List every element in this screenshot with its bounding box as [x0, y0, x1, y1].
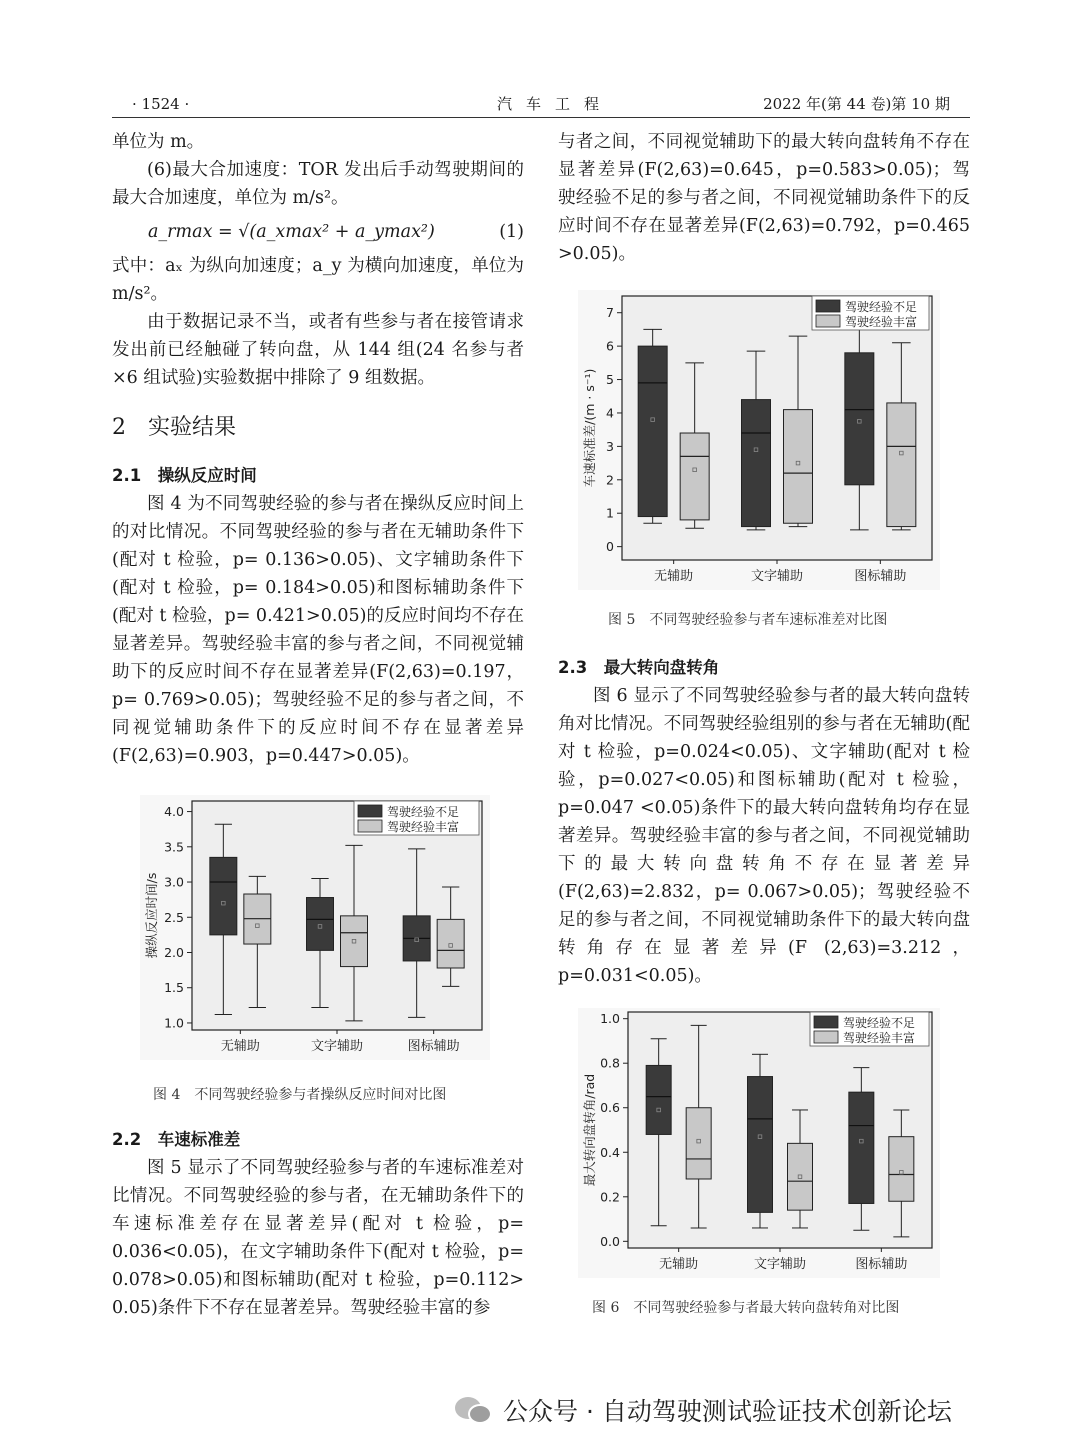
- paragraph: 与者之间，不同视觉辅助下的最大转向盘转角不存在显著差异(F(2,63)=0.645，p=0.583>0.05)；驾驶经验不足的参与者之间，不同视觉辅助条件下的反应时间不存在显著差异(F(2,63)=0.792，p=0.465 >0.05)。: [558, 132, 970, 264]
- fig6-svg: [578, 1008, 940, 1278]
- figure-6-chart: [578, 1008, 940, 1278]
- page-number: · 1524 ·: [132, 95, 190, 113]
- x-tick-label: 无辅助: [220, 1039, 260, 1054]
- figure-4-caption: 图 4 不同驾驶经验参与者操纵反应时间对比图: [153, 1087, 447, 1103]
- novice-box: [638, 346, 667, 516]
- legend: [810, 1012, 929, 1046]
- expert-box: [680, 433, 709, 520]
- subsection-title: 2.1 操纵反应时间: [112, 466, 257, 485]
- right-column-continued: [558, 654, 970, 990]
- legend-label: 驾驶经验不足: [387, 805, 460, 819]
- expert-box: [788, 1143, 813, 1210]
- legend-label: 驾驶经验丰富: [843, 1031, 916, 1045]
- x-tick-label: 文字辅助: [750, 569, 804, 584]
- y-tick-label: 3.5: [164, 839, 184, 855]
- plot-area: [622, 296, 932, 560]
- y-tick-label: 0: [606, 539, 614, 555]
- expert-box: [889, 1137, 914, 1202]
- x-tick-label: 无辅助: [659, 1257, 699, 1272]
- fig4-svg: [140, 795, 490, 1060]
- novice-box: [849, 1092, 874, 1203]
- y-tick-label: 1: [606, 505, 614, 521]
- legend-swatch: [358, 805, 382, 817]
- x-tick-label: 文字辅助: [753, 1257, 807, 1272]
- legend-swatch: [816, 315, 840, 327]
- x-tick-label: 图标辅助: [407, 1039, 460, 1054]
- left-column-continued: [112, 1126, 524, 1322]
- legend-label: 驾驶经验不足: [843, 1016, 916, 1030]
- y-tick-label: 2.0: [164, 944, 184, 960]
- paragraph: (6)最大合加速度：TOR 发出后手动驾驶期间的最大合加速度，单位为 m/s²。: [112, 160, 524, 208]
- figure-5-caption: 图 5 不同驾驶经验参与者车速标准差对比图: [608, 612, 888, 628]
- legend-label: 驾驶经验不足: [845, 300, 918, 314]
- subsection-title: 2.3 最大转向盘转角: [558, 658, 720, 677]
- y-tick-label: 5: [606, 372, 614, 388]
- y-tick-label: 0.2: [600, 1189, 620, 1205]
- equation-body: a_rmax = √(a_xmax² + a_ymax²): [148, 222, 435, 242]
- expert-box: [784, 410, 813, 524]
- legend: [354, 801, 479, 835]
- left-column: [112, 128, 524, 770]
- paragraph: 图 5 显示了不同驾驶经验参与者的车速标准差对比情况。不同驾驶经验的参与者，在无辅助条件下的车速标准差存在显著差异(配对 t 检验，p= 0.036<0.05)，在文字辅助条件下(配对 t 检验，p= 0.078>0.05)和图标辅助(配对 t 检验，p=0.112> 0.05)条件下不存在显著差异。驾驶经验丰富的参: [112, 1158, 524, 1318]
- legend-swatch: [358, 820, 382, 832]
- plot-area: [628, 1012, 932, 1248]
- figure-6-caption: 图 6 不同驾驶经验参与者最大转向盘转角对比图: [592, 1300, 900, 1316]
- novice-box: [307, 898, 334, 951]
- running-header: [112, 94, 970, 118]
- y-tick-label: 4.0: [164, 804, 184, 820]
- paragraph: 图 4 为不同驾驶经验的参与者在操纵反应时间上的对比情况。不同驾驶经验的参与者在无辅助条件下(配对 t 检验，p= 0.136>0.05)、文字辅助条件下(配对 t 检验，p= 0.184>0.05)和图标辅助条件下(配对 t 检验，p= 0.421>0.05)的反应时间均不存在显著差异。驾驶经验丰富的参与者之间，不同视觉辅助下的反应时间不存在显著差异(F(2,63)=0.197，p= 0.769>0.05)；驾驶经验不足的参与者之间，不同视觉辅助条件下的反应时间不存在显著差异(F(2,63)=0.903，p=0.447>0.05)。: [112, 494, 524, 766]
- y-tick-label: 0.4: [600, 1144, 620, 1160]
- y-tick-label: 2: [606, 472, 614, 488]
- expert-box: [686, 1108, 711, 1179]
- legend-label: 驾驶经验丰富: [387, 820, 460, 834]
- y-tick-label: 1.0: [164, 1015, 184, 1031]
- y-axis-label: 操纵反应时间/s: [144, 872, 159, 959]
- figure-5-chart: [578, 290, 940, 590]
- novice-box: [210, 857, 237, 935]
- x-tick-label: 图标辅助: [854, 569, 907, 584]
- x-tick-label: 图标辅助: [855, 1257, 908, 1272]
- y-tick-label: 0.6: [600, 1100, 620, 1116]
- y-tick-label: 0.8: [600, 1055, 620, 1071]
- y-tick-label: 7: [606, 305, 614, 321]
- novice-box: [646, 1065, 671, 1134]
- y-tick-label: 3: [606, 438, 614, 454]
- novice-box: [742, 400, 771, 527]
- equation-number: (1): [499, 222, 524, 242]
- figure-4-chart: [140, 795, 490, 1060]
- watermark-text: 公众号 · 自动驾驶测试验证技术创新论坛: [503, 1397, 952, 1426]
- right-column: [558, 128, 970, 268]
- issue-info: 2022 年(第 44 卷)第 10 期: [763, 95, 950, 113]
- wechat-watermark: [455, 1392, 952, 1428]
- paragraph: 单位为 m。: [112, 132, 205, 152]
- y-axis-label: 最大转向盘转角/rad: [582, 1073, 597, 1187]
- legend-swatch: [814, 1016, 838, 1028]
- y-tick-label: 1.0: [600, 1011, 620, 1027]
- novice-box: [845, 353, 874, 485]
- y-tick-label: 3.0: [164, 874, 184, 890]
- section-title: 2 实验结果: [112, 415, 236, 440]
- y-tick-label: 0.0: [600, 1233, 620, 1249]
- novice-box: [748, 1077, 773, 1213]
- wechat-icon: [455, 1395, 495, 1425]
- expert-box: [341, 916, 368, 967]
- fig5-svg: [578, 290, 940, 590]
- equation: [112, 212, 524, 252]
- subsection-title: 2.2 车速标准差: [112, 1130, 241, 1149]
- legend-swatch: [814, 1031, 838, 1043]
- x-tick-label: 文字辅助: [310, 1039, 364, 1054]
- paragraph: 式中：aₓ 为纵向加速度；a_y 为横向加速度，单位为 m/s²。: [112, 256, 524, 304]
- paragraph: 由于数据记录不当，或者有些参与者在接管请求发出前已经触碰了转向盘，从 144 组(24 名参与者×6 组试验)实验数据中排除了 9 组数据。: [112, 312, 524, 388]
- y-tick-label: 6: [606, 338, 614, 354]
- journal-name: 汽车工程: [497, 95, 614, 113]
- paragraph: 图 6 显示了不同驾驶经验参与者的最大转向盘转角对比情况。不同驾驶经验组别的参与者在无辅助(配对 t 检验，p=0.024<0.05)、文字辅助(配对 t 检验，p=0.027<0.05)和图标辅助(配对 t 检验，p=0.047 <0.05)条件下的最大转向盘转角均存在显著差异。驾驶经验丰富的参与者之间，不同视觉辅助下的最大转向盘转角不存在显著差异(F(2,63)=2.832，p= 0.067>0.05)；驾驶经验不足的参与者之间，不同视觉辅助条件下的最大转向盘转角存在显著差异(F (2,63)=3.212，p=0.031<0.05)。: [558, 686, 970, 986]
- x-tick-label: 无辅助: [654, 569, 694, 584]
- y-tick-label: 4: [606, 405, 614, 421]
- y-axis-label: 车速标准差/(m · s⁻¹): [582, 368, 597, 488]
- y-tick-label: 2.5: [164, 909, 184, 925]
- legend-label: 驾驶经验丰富: [845, 315, 918, 329]
- legend-swatch: [816, 300, 840, 312]
- expert-box: [887, 403, 916, 527]
- y-tick-label: 1.5: [164, 980, 184, 996]
- legend: [812, 296, 929, 330]
